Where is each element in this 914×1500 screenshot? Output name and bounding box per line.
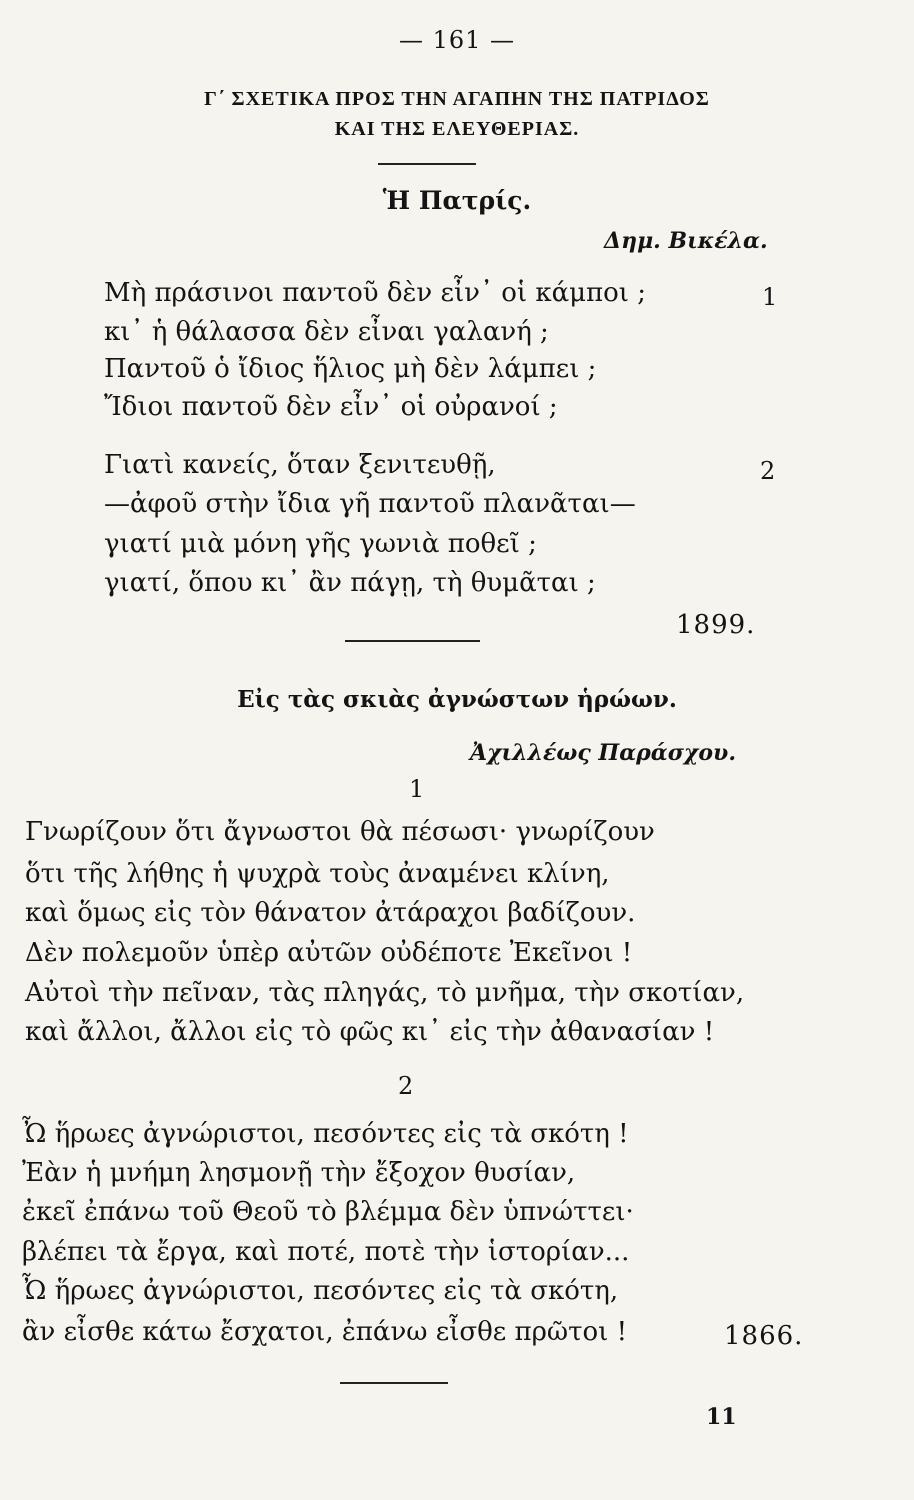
verse-line: Γιατὶ κανείς, ὅταν ξενιτευθῇ, (104, 450, 496, 480)
part-number: 2 (398, 1072, 414, 1100)
divider-rule (340, 1382, 448, 1384)
verse-line: Αὐτοὶ τὴν πεῖναν, τὰς πληγάς, τὸ μνῆμα, τὴν σκοτίαν, (25, 978, 745, 1008)
poem-year: 1899. (676, 610, 756, 640)
verse-line: Μὴ πράσινοι παντοῦ δὲν εἶν᾽ οἱ κάμποι ; (104, 278, 647, 308)
verse-line: ἐκεῖ ἐπάνω τοῦ Θεοῦ τὸ βλέμμα δὲν ὑπνώττει· (22, 1197, 634, 1227)
verse-line: καὶ ἄλλοι, ἄλλοι εἰς τὸ φῶς κι᾽ εἰς τὴν ἀθανασίαν ! (25, 1017, 715, 1047)
verse-line: Δὲν πολεμοῦν ὑπὲρ αὐτῶν οὐδέποτε Ἐκεῖνοι ! (25, 938, 633, 968)
verse-line: καὶ ὅμως εἰς τὸν θάνατον ἀτάραχοι βαδίζουν. (25, 898, 636, 928)
poem-title: Εἰς τὰς σκιὰς ἀγνώστων ἡρώων. (237, 686, 677, 713)
verse-line: γιατί μιὰ μόνη γῆς γωνιὰ ποθεῖ ; (104, 529, 537, 559)
section-title-line-2: ΚΑΙ ΤΗΣ ΕΛΕΥΘΕΡΙΑΣ. (334, 118, 580, 140)
verse-line: Παντοῦ ὁ ἴδιος ἥλιος μὴ δὲν λάμπει ; (104, 354, 597, 384)
section-title-line-1: Γ΄ ΣΧΕΤΙΚΑ ΠΡΟΣ ΤΗΝ ΑΓΑΠΗΝ ΤΗΣ ΠΑΤΡΙΔΟΣ (204, 88, 710, 110)
verse-line: Ἴδιοι παντοῦ δὲν εἶν᾽ οἱ οὐρανοί ; (104, 392, 558, 422)
signature-mark: 11 (706, 1404, 737, 1430)
poem-author: Ἀχιλλέως Παράσχου. (470, 740, 736, 766)
verse-line: ὅτι τῆς λήθης ἡ ψυχρὰ τοὺς ἀναμένει κλίνη, (25, 859, 610, 889)
divider-rule (378, 163, 476, 165)
verse-line: κι᾽ ἡ θάλασσα δὲν εἶναι γαλανή ; (104, 317, 549, 347)
stanza-number: 2 (760, 457, 776, 485)
divider-rule (345, 640, 480, 642)
verse-line: γιατί, ὅπου κι᾽ ἂν πάγῃ, τὴ θυμᾶται ; (104, 568, 596, 598)
poem-title: Ἡ Πατρίς. (382, 186, 532, 215)
stanza-number: 1 (762, 283, 778, 311)
poem-year: 1866. (724, 1321, 804, 1351)
verse-line: Ἐὰν ἡ μνήμη λησμονῇ τὴν ἔξοχον θυσίαν, (22, 1158, 576, 1188)
page-number: — 161 — (398, 26, 516, 54)
poem-author: Δημ. Βικέλα. (604, 228, 768, 254)
verse-line: —ἀφοῦ στὴν ἴδια γῆ παντοῦ πλανᾶται— (104, 489, 636, 519)
verse-line: ἂν εἶσθε κάτω ἔσχατοι, ἐπάνω εἶσθε πρῶτοι ! (22, 1317, 628, 1347)
verse-line: βλέπει τὰ ἔργα, καὶ ποτέ, ποτὲ τὴν ἱστορίαν... (22, 1237, 630, 1267)
verse-line: Ὦ ἥρωες ἀγνώριστοι, πεσόντες εἰς τὰ σκότη, (22, 1276, 619, 1306)
verse-line: Γνωρίζουν ὅτι ἄγνωστοι θὰ πέσωσι· γνωρίζουν (25, 817, 655, 847)
verse-line: Ὦ ἥρωες ἀγνώριστοι, πεσόντες εἰς τὰ σκότη ! (22, 1119, 629, 1149)
part-number: 1 (409, 775, 425, 803)
